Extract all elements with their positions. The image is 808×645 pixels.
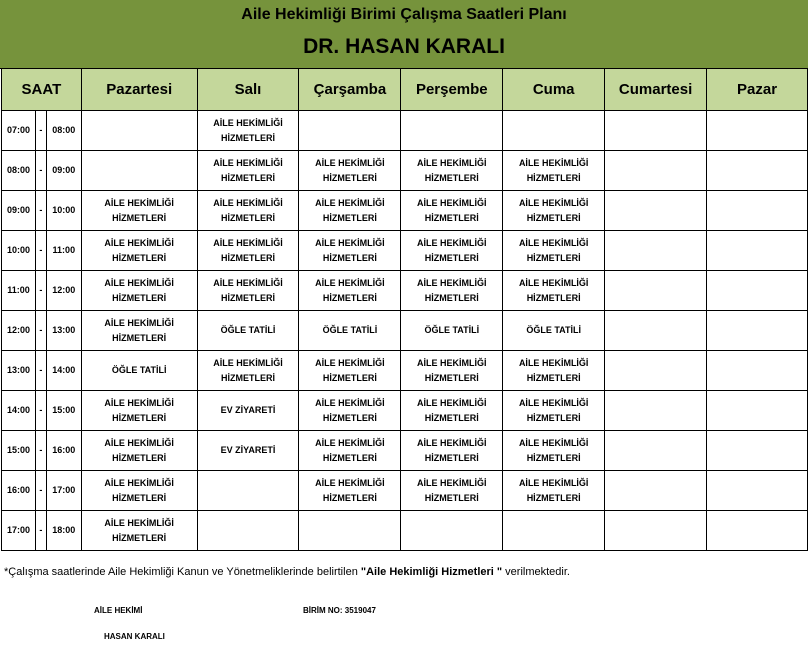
schedule-cell: [197, 351, 299, 391]
time-end: 13:00: [46, 311, 81, 351]
unit-number: BİRİM NO: 3519047: [303, 606, 376, 615]
schedule-cell: [503, 271, 605, 311]
time-start: 10:00: [2, 231, 36, 271]
schedule-cell: [81, 511, 197, 551]
day-header: Çarşamba: [299, 69, 401, 111]
schedule-cell: [707, 111, 808, 151]
schedule-cell-text: AİLE HEKİMLİĞİ HİZMETLERİ: [518, 277, 589, 303]
time-end: 17:00: [46, 471, 81, 511]
schedule-cell: [401, 351, 503, 391]
time-end: 15:00: [46, 391, 81, 431]
schedule-cell: [197, 311, 299, 351]
schedule-cell-text: AİLE HEKİMLİĞİ HİZMETLERİ: [315, 477, 385, 503]
schedule-cell: [605, 351, 707, 391]
time-separator: -: [35, 311, 46, 351]
day-header: Cuma: [503, 69, 605, 111]
schedule-cell-text: AİLE HEKİMLİĞİ HİZMETLERİ: [417, 437, 487, 463]
schedule-cell: [299, 391, 401, 431]
schedule-cell: [197, 191, 299, 231]
schedule-cell-text: AİLE HEKİMLİĞİ HİZMETLERİ: [518, 157, 589, 183]
schedule-cell: [81, 311, 197, 351]
time-start: 07:00: [2, 111, 36, 151]
schedule-cell-text: AİLE HEKİMLİĞİ HİZMETLERİ: [417, 237, 487, 263]
signer-title: AİLE HEKİMİ: [94, 606, 143, 615]
schedule-cell-text: AİLE HEKİMLİĞİ HİZMETLERİ: [518, 357, 589, 383]
schedule-cell-text: AİLE HEKİMLİĞİ HİZMETLERİ: [315, 357, 385, 383]
time-end: 12:00: [46, 271, 81, 311]
schedule-cell: [401, 391, 503, 431]
schedule-cell: [401, 311, 503, 351]
schedule-cell: [707, 511, 808, 551]
schedule-cell: [81, 271, 197, 311]
table-row: [2, 311, 808, 351]
time-end: 14:00: [46, 351, 81, 391]
schedule-cell: [197, 111, 299, 151]
schedule-cell-text: AİLE HEKİMLİĞİ HİZMETLERİ: [213, 277, 283, 303]
schedule-cell: [707, 271, 808, 311]
schedule-cell-text: AİLE HEKİMLİĞİ HİZMETLERİ: [213, 237, 283, 263]
schedule-cell-text: AİLE HEKİMLİĞİ HİZMETLERİ: [104, 317, 174, 343]
schedule-cell: [81, 391, 197, 431]
schedule-cell: [81, 471, 197, 511]
schedule-cell-text: ÖĞLE TATİLİ: [111, 365, 167, 375]
schedule-cell-text: AİLE HEKİMLİĞİ HİZMETLERİ: [315, 397, 385, 423]
schedule-cell-text: AİLE HEKİMLİĞİ HİZMETLERİ: [518, 477, 589, 503]
schedule-cell-text: AİLE HEKİMLİĞİ HİZMETLERİ: [315, 237, 385, 263]
schedule-cell: [503, 151, 605, 191]
schedule-cell: [81, 351, 197, 391]
table-row: [2, 471, 808, 511]
schedule-cell-text: AİLE HEKİMLİĞİ HİZMETLERİ: [417, 397, 487, 423]
signer-name: HASAN KARALI: [104, 632, 165, 641]
schedule-cell: [299, 351, 401, 391]
schedule-cell: [401, 271, 503, 311]
table-row: [2, 111, 808, 151]
schedule-cell: [81, 191, 197, 231]
schedule-cell: [401, 111, 503, 151]
schedule-cell: [401, 191, 503, 231]
footer-note: [4, 566, 570, 578]
day-header: Perşembe: [401, 69, 503, 111]
note-emphasis: "Aile Hekimliği Hizmetleri ": [360, 566, 503, 578]
schedule-cell: [605, 431, 707, 471]
schedule-cell: [197, 231, 299, 271]
time-separator: -: [35, 351, 46, 391]
schedule-cell: [401, 151, 503, 191]
time-start: 15:00: [2, 431, 36, 471]
time-start: 14:00: [2, 391, 36, 431]
schedule-cell: [605, 391, 707, 431]
schedule-cell: [605, 271, 707, 311]
schedule-cell-text: AİLE HEKİMLİĞİ HİZMETLERİ: [518, 197, 589, 223]
schedule-cell: [81, 151, 197, 191]
time-start: 09:00: [2, 191, 36, 231]
time-separator: -: [35, 431, 46, 471]
schedule-cell-text: ÖĞLE TATİLİ: [322, 325, 378, 335]
time-separator: -: [35, 231, 46, 271]
table-row: [2, 391, 808, 431]
time-start: 08:00: [2, 151, 36, 191]
table-row: [2, 191, 808, 231]
schedule-cell: [299, 191, 401, 231]
schedule-cell: [197, 271, 299, 311]
schedule-cell: [503, 311, 605, 351]
time-end: 08:00: [46, 111, 81, 151]
schedule-cell: [503, 391, 605, 431]
schedule-cell-text: AİLE HEKİMLİĞİ HİZMETLERİ: [417, 197, 487, 223]
time-end: 11:00: [46, 231, 81, 271]
schedule-cell: [81, 231, 197, 271]
schedule-cell: [605, 231, 707, 271]
schedule-cell: [707, 471, 808, 511]
schedule-body: [2, 111, 808, 551]
header-row: [2, 69, 808, 111]
time-start: 11:00: [2, 271, 36, 311]
table-row: [2, 511, 808, 551]
time-separator: -: [35, 471, 46, 511]
schedule-cell: [81, 431, 197, 471]
schedule-cell: [503, 191, 605, 231]
schedule-cell: [197, 151, 299, 191]
schedule-cell: [605, 311, 707, 351]
schedule-cell: [707, 431, 808, 471]
schedule-cell-text: ÖĞLE TATİLİ: [424, 325, 480, 335]
schedule-cell: [197, 391, 299, 431]
schedule-cell-text: AİLE HEKİMLİĞİ HİZMETLERİ: [104, 197, 174, 223]
schedule-cell-text: AİLE HEKİMLİĞİ HİZMETLERİ: [315, 437, 385, 463]
schedule-cell-text: AİLE HEKİMLİĞİ HİZMETLERİ: [315, 277, 385, 303]
schedule-cell-text: AİLE HEKİMLİĞİ HİZMETLERİ: [104, 397, 174, 423]
schedule-cell-text: AİLE HEKİMLİĞİ HİZMETLERİ: [213, 197, 283, 223]
schedule-cell: [605, 151, 707, 191]
doctor-name: DR. HASAN KARALI: [303, 35, 505, 58]
schedule-cell: [197, 431, 299, 471]
schedule-cell: [299, 231, 401, 271]
time-start: 13:00: [2, 351, 36, 391]
schedule-cell: [299, 271, 401, 311]
time-end: 09:00: [46, 151, 81, 191]
schedule-cell: [605, 511, 707, 551]
schedule-table: [1, 68, 808, 551]
time-separator: -: [35, 111, 46, 151]
schedule-cell-text: AİLE HEKİMLİĞİ HİZMETLERİ: [518, 397, 589, 423]
schedule-cell-text: AİLE HEKİMLİĞİ HİZMETLERİ: [104, 277, 174, 303]
schedule-cell-text: AİLE HEKİMLİĞİ HİZMETLERİ: [104, 437, 174, 463]
schedule-cell: [503, 231, 605, 271]
schedule-cell-text: AİLE HEKİMLİĞİ HİZMETLERİ: [104, 477, 174, 503]
schedule-cell: [401, 511, 503, 551]
day-header: Salı: [197, 69, 299, 111]
day-header: Pazartesi: [81, 69, 197, 111]
schedule-cell-text: AİLE HEKİMLİĞİ HİZMETLERİ: [213, 157, 283, 183]
schedule-cell-text: ÖĞLE TATİLİ: [526, 325, 582, 335]
schedule-cell: [401, 471, 503, 511]
schedule-cell: [503, 471, 605, 511]
schedule-cell-text: AİLE HEKİMLİĞİ HİZMETLERİ: [417, 277, 487, 303]
page-title: Aile Hekimliği Birimi Çalışma Saatleri Planı: [241, 6, 567, 23]
time-start: 16:00: [2, 471, 36, 511]
schedule-cell: [503, 351, 605, 391]
schedule-cell: [605, 191, 707, 231]
table-row: [2, 151, 808, 191]
note-prefix: *Çalışma saatlerinde Aile Hekimliği Kanun ve Yönetmeliklerinde belirtilen: [4, 566, 361, 578]
note-suffix: verilmektedir.: [502, 566, 570, 578]
schedule-cell: [707, 191, 808, 231]
table-row: [2, 351, 808, 391]
schedule-cell-text: ÖĞLE TATİLİ: [220, 325, 276, 335]
time-separator: -: [35, 271, 46, 311]
table-row: [2, 271, 808, 311]
time-separator: -: [35, 191, 46, 231]
schedule-cell: [503, 431, 605, 471]
time-separator: -: [35, 391, 46, 431]
title-banner: [0, 0, 808, 69]
schedule-cell-text: AİLE HEKİMLİĞİ HİZMETLERİ: [417, 157, 487, 183]
schedule-cell: [401, 231, 503, 271]
schedule-cell: [707, 151, 808, 191]
schedule-cell-text: AİLE HEKİMLİĞİ HİZMETLERİ: [104, 517, 174, 543]
schedule-cell: [503, 511, 605, 551]
schedule-cell-text: AİLE HEKİMLİĞİ HİZMETLERİ: [417, 357, 487, 383]
schedule-cell-text: AİLE HEKİMLİĞİ HİZMETLERİ: [213, 117, 283, 143]
schedule-cell: [299, 471, 401, 511]
schedule-cell: [707, 231, 808, 271]
time-start: 12:00: [2, 311, 36, 351]
schedule-cell-text: AİLE HEKİMLİĞİ HİZMETLERİ: [213, 357, 283, 383]
schedule-cell-text: AİLE HEKİMLİĞİ HİZMETLERİ: [315, 157, 385, 183]
table-row: [2, 231, 808, 271]
day-header: Pazar: [707, 69, 808, 111]
schedule-cell: [299, 111, 401, 151]
time-separator: -: [35, 511, 46, 551]
schedule-cell: [605, 471, 707, 511]
schedule-cell: [299, 311, 401, 351]
schedule-cell: [503, 111, 605, 151]
time-separator: -: [35, 151, 46, 191]
schedule-cell-text: AİLE HEKİMLİĞİ HİZMETLERİ: [518, 237, 589, 263]
time-end: 18:00: [46, 511, 81, 551]
schedule-cell-text: AİLE HEKİMLİĞİ HİZMETLERİ: [417, 477, 487, 503]
schedule-cell: [299, 431, 401, 471]
day-header: Cumartesi: [605, 69, 707, 111]
schedule-cell: [299, 151, 401, 191]
schedule-cell-text: AİLE HEKİMLİĞİ HİZMETLERİ: [104, 237, 174, 263]
schedule-cell-text: AİLE HEKİMLİĞİ HİZMETLERİ: [518, 437, 589, 463]
schedule-cell-text: EV ZİYARETİ: [220, 405, 276, 415]
table-row: [2, 431, 808, 471]
schedule-cell: [299, 511, 401, 551]
schedule-cell: [707, 351, 808, 391]
schedule-cell: [81, 111, 197, 151]
saat-header: SAAT: [2, 69, 82, 111]
schedule-cell: [197, 471, 299, 511]
schedule-cell-text: AİLE HEKİMLİĞİ HİZMETLERİ: [315, 197, 385, 223]
time-start: 17:00: [2, 511, 36, 551]
time-end: 16:00: [46, 431, 81, 471]
schedule-cell: [707, 391, 808, 431]
schedule-cell: [197, 511, 299, 551]
schedule-cell: [401, 431, 503, 471]
schedule-cell: [707, 311, 808, 351]
schedule-cell: [605, 111, 707, 151]
time-end: 10:00: [46, 191, 81, 231]
schedule-cell-text: EV ZİYARETİ: [220, 445, 276, 455]
